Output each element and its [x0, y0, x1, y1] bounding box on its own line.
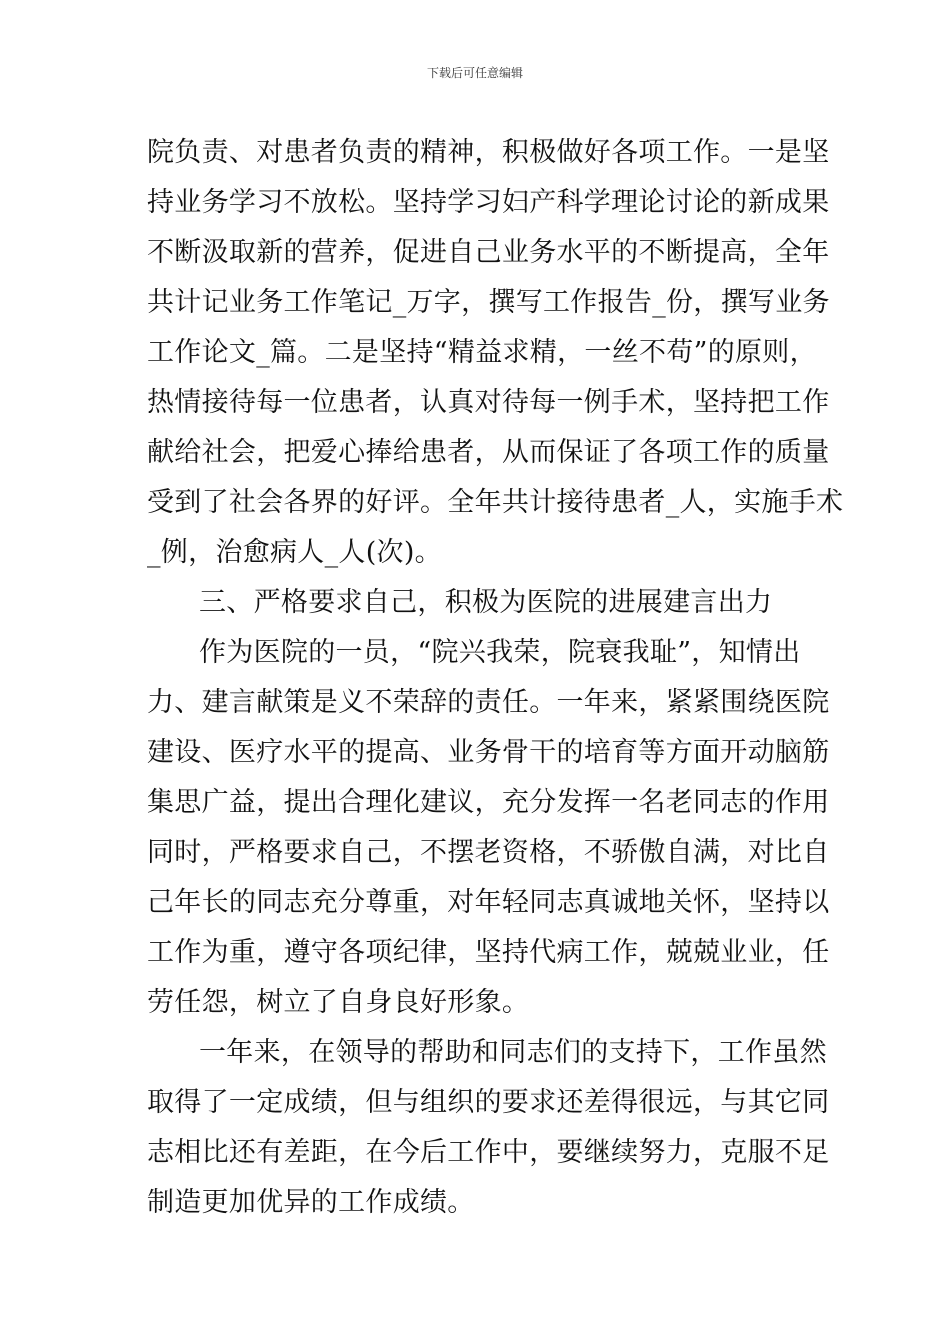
text-line: _例，治愈病人_人(次)。	[147, 537, 442, 568]
text-line: 制造更加优异的工作成绩。	[147, 1187, 475, 1218]
text-line: 院负责、对患者负责的精神，积极做好各项工作。一是坚	[147, 137, 830, 168]
text-line: 不断汲取新的营养，促进自己业务水平的不断提高，全年	[147, 237, 830, 268]
text-line: 建设、医疗水平的提高、业务骨干的培育等方面开动脑筋	[147, 737, 830, 768]
text-line: 受到了社会各界的好评。全年共计接待患者_人，实施手术	[147, 487, 844, 518]
document-body	[147, 128, 844, 1228]
text-line: 力、建言献策是义不荣辞的责任。一年来，紧紧围绕医院	[147, 687, 830, 718]
text-line: 己年长的同志充分尊重，对年轻同志真诚地关怀，坚持以	[147, 887, 830, 918]
text-line: 劳任怨，树立了自身良好形象。	[147, 987, 530, 1018]
text-line: 工作论文_篇。二是坚持“精益求精，一丝不苟”的原则，	[147, 337, 817, 368]
text-line: 取得了一定成绩，但与组织的要求还差得很远，与其它同	[147, 1087, 830, 1118]
text-line: 献给社会，把爱心捧给患者，从而保证了各项工作的质量	[147, 437, 830, 468]
text-line: 持业务学习不放松。坚持学习妇产科学理论讨论的新成果	[147, 187, 830, 218]
text-line: 集思广益，提出合理化建议，充分发挥一名老同志的作用	[147, 787, 830, 818]
paragraph-start-line: 一年来，在领导的帮助和同志们的支持下，工作虽然	[199, 1037, 827, 1068]
section-heading: 三、严格要求自己，积极为医院的进展建言出力	[199, 587, 773, 618]
text-line: 热情接待每一位患者，认真对待每一例手术，坚持把工作	[147, 387, 830, 418]
text-line: 共计记业务工作笔记_万字，撰写工作报告_份，撰写业务	[147, 287, 830, 318]
text-line: 志相比还有差距，在今后工作中，要继续努力，克服不足	[147, 1137, 830, 1168]
page-header: 下载后可任意编辑	[426, 66, 523, 80]
text-line: 工作为重，遵守各项纪律，坚持代病工作，兢兢业业，任	[147, 937, 830, 968]
paragraph-start-line: 作为医院的一员，“院兴我荣，院衰我耻”，知情出	[199, 637, 801, 668]
text-line: 同时，严格要求自己，不摆老资格，不骄傲自满，对比自	[147, 837, 830, 868]
